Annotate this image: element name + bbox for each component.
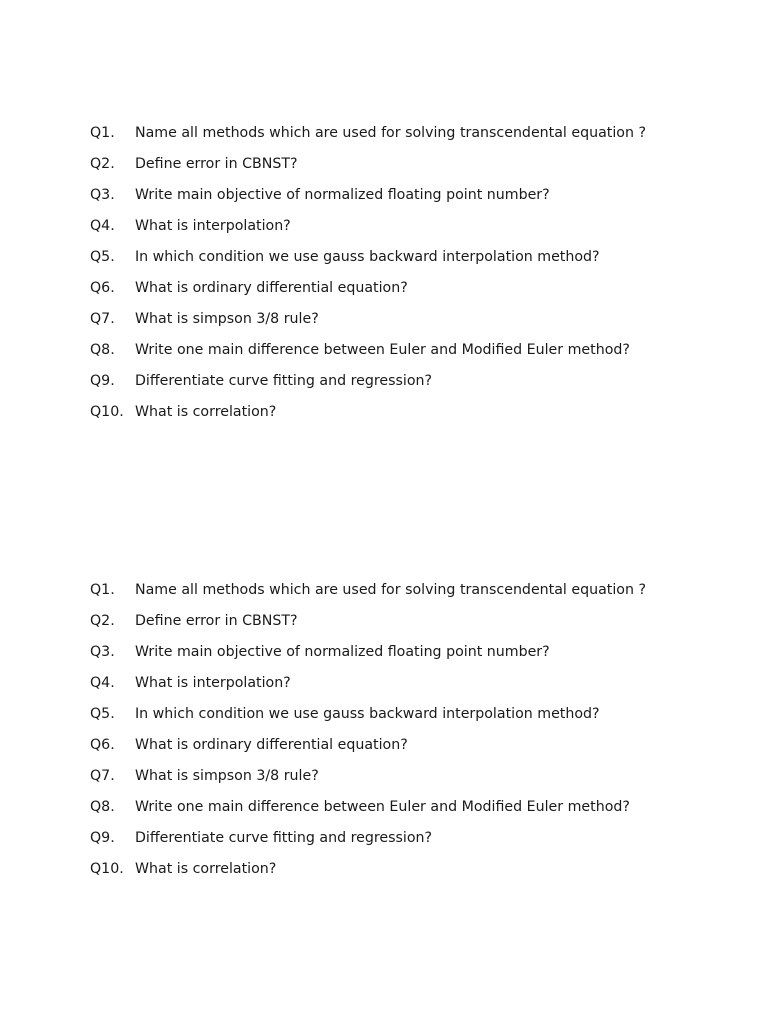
question-item: [90, 123, 680, 145]
question-text: What is correlation?: [135, 861, 277, 877]
question-number: Q8.: [90, 342, 115, 358]
question-text: What is interpolation?: [135, 675, 291, 691]
question-text: Differentiate curve fitting and regression?: [135, 830, 433, 846]
question-text: What is correlation?: [135, 404, 277, 420]
question-number: Q9.: [90, 373, 115, 389]
question-text: What is ordinary differential equation?: [135, 280, 408, 296]
question-text: Write main objective of normalized floating point number?: [135, 644, 550, 660]
question-text: What is simpson 3/8 rule?: [135, 311, 319, 327]
question-item: [90, 278, 680, 300]
question-number: Q4.: [90, 218, 115, 234]
question-item: [90, 371, 680, 393]
question-item: [90, 828, 680, 850]
question-item: [90, 309, 680, 331]
question-item: [90, 247, 680, 269]
question-text: Define error in CBNST?: [135, 613, 298, 629]
question-item: [90, 216, 680, 238]
question-item: [90, 154, 680, 176]
question-number: Q6.: [90, 280, 115, 296]
question-text: In which condition we use gauss backward interpolation method?: [135, 706, 600, 722]
question-number: Q10.: [90, 404, 124, 420]
question-text: Write main objective of normalized floating point number?: [135, 187, 550, 203]
question-text: Define error in CBNST?: [135, 156, 298, 172]
question-number: Q8.: [90, 799, 115, 815]
question-number: Q1.: [90, 125, 115, 141]
question-number: Q2.: [90, 613, 115, 629]
question-item: [90, 735, 680, 757]
question-item: [90, 580, 680, 602]
question-item: [90, 340, 680, 362]
question-item: [90, 704, 680, 726]
question-number: Q1.: [90, 582, 115, 598]
question-number: Q6.: [90, 737, 115, 753]
question-item: [90, 642, 680, 664]
question-text: What is ordinary differential equation?: [135, 737, 408, 753]
question-number: Q7.: [90, 311, 115, 327]
question-item: [90, 859, 680, 881]
question-item: [90, 766, 680, 788]
question-item: [90, 797, 680, 819]
question-number: Q9.: [90, 830, 115, 846]
question-item: [90, 402, 680, 424]
question-item: [90, 673, 680, 695]
question-number: Q10.: [90, 861, 124, 877]
question-text: What is simpson 3/8 rule?: [135, 768, 319, 784]
question-number: Q5.: [90, 706, 115, 722]
question-number: Q3.: [90, 187, 115, 203]
question-text: In which condition we use gauss backward interpolation method?: [135, 249, 600, 265]
question-number: Q3.: [90, 644, 115, 660]
question-text: Write one main difference between Euler and Modified Euler method?: [135, 799, 630, 815]
question-text: Name all methods which are used for solving transcendental equation ?: [135, 582, 647, 598]
question-item: [90, 185, 680, 207]
question-number: Q4.: [90, 675, 115, 691]
question-number: Q2.: [90, 156, 115, 172]
question-number: Q5.: [90, 249, 115, 265]
question-item: [90, 611, 680, 633]
question-text: What is interpolation?: [135, 218, 291, 234]
question-number: Q7.: [90, 768, 115, 784]
question-text: Differentiate curve fitting and regression?: [135, 373, 433, 389]
question-text: Name all methods which are used for solving transcendental equation ?: [135, 125, 647, 141]
question-list-1: [90, 123, 680, 433]
question-list-2: [90, 580, 680, 890]
question-text: Write one main difference between Euler and Modified Euler method?: [135, 342, 630, 358]
